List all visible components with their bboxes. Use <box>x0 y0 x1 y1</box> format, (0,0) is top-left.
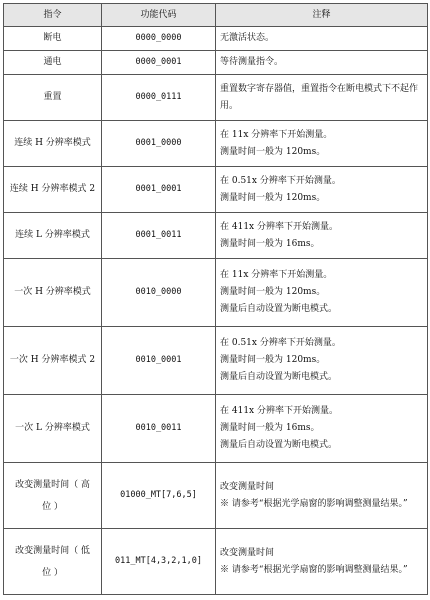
note-line: 测量时间一般为 120ms。 <box>220 192 326 203</box>
note-line: 测量时间一般为 16ms。 <box>220 423 320 433</box>
function-code-cell: 0000_0001 <box>102 51 216 75</box>
command-cell: 一次 L 分辨率模式 <box>4 395 102 463</box>
note-line: 测量后自动设置为断电模式。 <box>220 372 338 382</box>
table-row <box>4 167 428 213</box>
function-code-cell: 0001_0000 <box>102 121 216 167</box>
notes-cell <box>216 27 428 51</box>
notes-cell <box>216 167 428 213</box>
function-code-cell: 0001_0001 <box>102 167 216 213</box>
note-line: 在 11x 分辨率下开始测量。 <box>220 270 333 280</box>
note-line: 测量时间一般为 16ms。 <box>220 238 320 249</box>
table-row <box>4 395 428 463</box>
function-code-cell: 0000_0000 <box>102 27 216 51</box>
notes-cell <box>216 395 428 463</box>
notes-cell <box>216 463 428 529</box>
command-cell: 重置 <box>4 75 102 121</box>
header-command: 指令 <box>4 4 102 27</box>
header-function-code: 功能代码 <box>102 4 216 27</box>
note-line: 在 411x 分辨率下开始测量。 <box>220 406 338 416</box>
table-row <box>4 75 428 121</box>
table-row <box>4 529 428 595</box>
function-code-cell: 0000_0111 <box>102 75 216 121</box>
notes-cell <box>216 529 428 595</box>
command-cell: 连续 L 分辨率模式 <box>4 213 102 259</box>
note-line: 在 0.51x 分辨率下开始测量。 <box>220 175 341 186</box>
note-line: 测量时间一般为 120ms。 <box>220 355 326 365</box>
note-line: 测量后自动设置为断电模式。 <box>220 304 338 314</box>
note-line: 等待测量指令。 <box>220 57 284 67</box>
command-cell: 连续 H 分辨率模式 <box>4 121 102 167</box>
function-code-cell: 0010_0001 <box>102 327 216 395</box>
command-cell: 通电 <box>4 51 102 75</box>
table-row <box>4 51 428 75</box>
note-line: 无激活状态。 <box>220 33 275 43</box>
table-row <box>4 121 428 167</box>
notes-cell <box>216 51 428 75</box>
notes-cell <box>216 213 428 259</box>
note-line: 测量后自动设置为断电模式。 <box>220 440 338 450</box>
notes-cell <box>216 121 428 167</box>
function-code-cell: 011_MT[4,3,2,1,0] <box>102 529 216 595</box>
function-code-cell: 0010_0000 <box>102 259 216 327</box>
command-cell: 改变测量时间（ 高位 ） <box>4 463 102 529</box>
note-line: 在 411x 分辨率下开始测量。 <box>220 221 338 232</box>
command-table <box>3 3 428 595</box>
command-table-container <box>3 3 428 595</box>
command-cell: 断电 <box>4 27 102 51</box>
note-line: 改变测量时间 <box>220 547 275 558</box>
note-line: ※ 请参考“根据光学扇窗的影响调整测量结果。” <box>220 564 408 575</box>
table-row <box>4 259 428 327</box>
note-line: 测量时间一般为 120ms。 <box>220 146 326 157</box>
notes-cell <box>216 327 428 395</box>
header-notes: 注释 <box>216 4 428 27</box>
function-code-cell: 01000_MT[7,6,5] <box>102 463 216 529</box>
note-line: 重置数字寄存器值，重置指令在断电模式下不起作用。 <box>220 83 419 111</box>
note-line: 在 11x 分辨率下开始测量。 <box>220 129 333 140</box>
command-cell: 改变测量时间（ 低位 ） <box>4 529 102 595</box>
note-line: 在 0.51x 分辨率下开始测量。 <box>220 338 341 348</box>
function-code-cell: 0001_0011 <box>102 213 216 259</box>
note-line: 测量时间一般为 120ms。 <box>220 287 326 297</box>
command-cell: 一次 H 分辨率模式 2 <box>4 327 102 395</box>
command-cell: 一次 H 分辨率模式 <box>4 259 102 327</box>
table-row <box>4 463 428 529</box>
table-row <box>4 213 428 259</box>
notes-cell <box>216 259 428 327</box>
command-cell: 连续 H 分辨率模式 2 <box>4 167 102 213</box>
note-line: 改变测量时间 <box>220 481 275 492</box>
notes-cell <box>216 75 428 121</box>
function-code-cell: 0010_0011 <box>102 395 216 463</box>
table-row <box>4 27 428 51</box>
note-line: ※ 请参考“根据光学扇窗的影响调整测量结果。” <box>220 498 408 509</box>
table-header-row <box>4 4 428 27</box>
table-row <box>4 327 428 395</box>
